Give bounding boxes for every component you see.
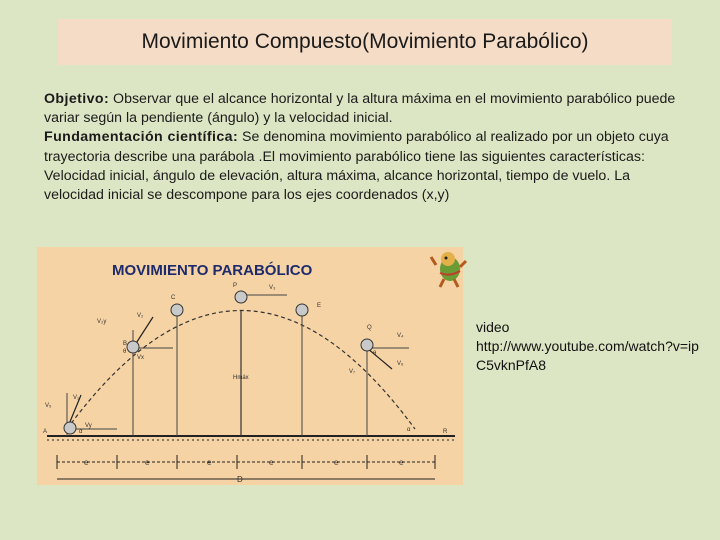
diagram-title: MOVIMIENTO PARABÓLICO (112, 262, 313, 279)
foundation-paragraph (44, 128, 680, 205)
point-label: P (233, 283, 238, 289)
theta-label: θ (373, 351, 377, 357)
ball-p (235, 291, 247, 303)
ball-c (171, 304, 183, 316)
slide-title (58, 19, 672, 65)
vector-label: V₆ (397, 361, 404, 367)
theta-label: θ (123, 349, 127, 355)
balls (64, 291, 373, 434)
slide-title-text: Movimiento Compuesto(Movimiento Parabólico) (141, 30, 589, 53)
foundation-label: Fundamentación científica: (44, 129, 239, 146)
ball-a (64, 422, 76, 434)
range-label: D (237, 475, 243, 484)
vector-label: V₃ (269, 285, 276, 291)
ball-e (296, 304, 308, 316)
vector-label: Vy (85, 423, 92, 429)
objective-text: Observar que el alcance horizontal y la altura máxima en el movimiento parabólico puede variar según la pendiente (ángulo) y la velocidad inicial. (44, 91, 676, 127)
segment-label: e (399, 458, 404, 467)
ball-q (361, 339, 373, 351)
vector-label: Vx (137, 355, 145, 361)
vector-label: V₇ (349, 369, 356, 375)
vector-label: V₁ (73, 395, 80, 401)
segment-label: e (334, 458, 339, 467)
ball-b (127, 341, 139, 353)
segment-label: e (145, 458, 150, 467)
foundation-text: Se denomina movimiento parabólico al realizado por un objeto cuya trayectoria describe una parábola .El movimiento parabólico tiene las siguientes características: Velocidad inicial, ángulo de elevación, altura máxima, alcance horizontal, tiempo de vuelo. La velocidad inicial se descompone para los ejes coordenados (x,y) (44, 129, 669, 204)
body-text (44, 90, 680, 205)
point-label: B (123, 341, 128, 347)
segment-label: e (207, 458, 212, 467)
diagram-svg (37, 247, 463, 485)
video-link-box (476, 318, 706, 375)
point-label: R (443, 429, 448, 435)
mascot-svg (428, 247, 468, 289)
segment-label: e (84, 458, 89, 467)
point-label: Q (367, 325, 372, 331)
angle-label: α (407, 427, 411, 433)
segment-ticks (57, 455, 435, 479)
velocity-lines (67, 295, 409, 436)
velocity-arrows (67, 317, 392, 429)
objective-label: Objetivo: (44, 91, 110, 107)
parabolic-motion-diagram (37, 247, 463, 485)
segment-label: e (269, 458, 274, 467)
video-url-link[interactable]: http://www.youtube.com/watch?v=ipC5vknPfA8 (476, 338, 699, 373)
vector-label: V₅ (45, 403, 52, 409)
point-label: A (43, 429, 48, 435)
point-label: C (171, 295, 176, 301)
objective-paragraph (44, 90, 680, 128)
video-label: video (476, 319, 510, 335)
vector-label: V₂y (97, 319, 107, 325)
point-label: E (317, 303, 322, 309)
angle-label: α (79, 429, 83, 435)
height-label: Hmáx (233, 375, 249, 381)
vector-label: V₂ (137, 313, 144, 319)
vector-label: V₄ (397, 333, 404, 339)
mascot-icon (428, 247, 468, 289)
